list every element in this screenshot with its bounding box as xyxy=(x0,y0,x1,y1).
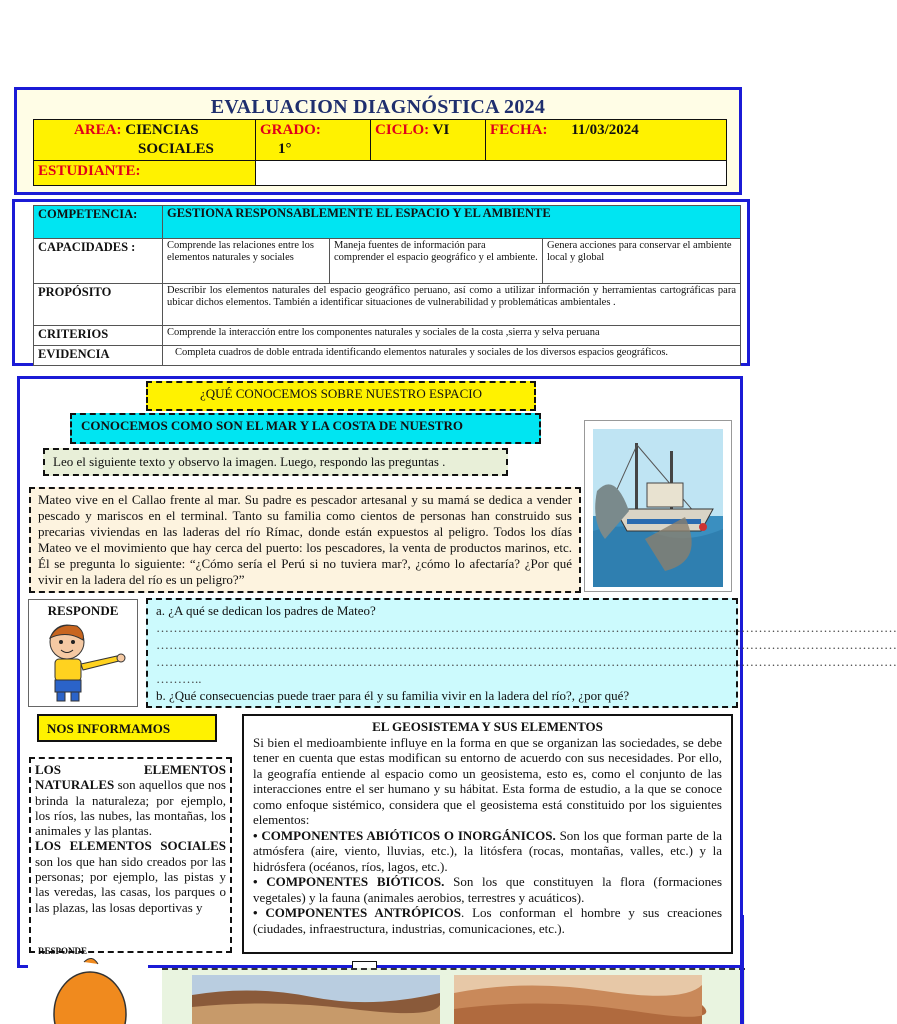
geosistema-intro: Si bien el medioambiente influye en la forma en que se organizan las sociedades, se debe tener en cuenta que estas modifican su entorno de acuerdo con sus necesidades. Por ello, la geografía entiende al espacio como un geosistema, esto es, como el conjunto de las interacciones entre el ser humano y su hábitat. Esta forma de estudio, a la que se conoce como enfoque sistémico, considera que el geosistema está constituido por los siguientes elementos: xyxy=(253,734,722,827)
geosistema-title: EL GEOSISTEMA Y SUS ELEMENTOS xyxy=(372,719,603,734)
capacidad-3: Genera acciones para conservar el ambiente local y global xyxy=(543,239,741,284)
fecha-cell xyxy=(486,120,727,161)
conocemos-heading-box xyxy=(70,413,541,444)
evidencia-label: EVIDENCIA xyxy=(34,346,163,366)
capacidad-1: Comprende las relaciones entre los elementos naturales y sociales xyxy=(163,239,330,284)
instruction-box xyxy=(43,448,508,476)
nos-informamos-label: NOS INFORMAMOS xyxy=(47,721,171,736)
sociales-paragraph xyxy=(35,838,226,914)
bioticos-text: Son los que constituyen la flora (formaciones vegetales) y la fauna (animales aerobios, terrestres y acuáticos). xyxy=(253,874,723,905)
estudiante-name-field[interactable] xyxy=(256,161,727,186)
criterios-value: Comprende la interacción entre los componentes naturales y sociales de la costa ,sierra y selva peruana xyxy=(163,326,741,346)
cut-responde-label: RESPONDE xyxy=(38,946,88,956)
evidencia-value: Completa cuadros de doble entrada identificando elementos naturales y sociales de los diversos espacios geográficos. xyxy=(163,346,741,366)
antropicos-paragraph xyxy=(253,905,722,936)
abioticos-paragraph xyxy=(253,828,722,875)
instruction-text: Leo el siguiente texto y observo la imagen. Luego, respondo las preguntas . xyxy=(53,454,446,469)
area-cell xyxy=(34,120,256,161)
ciclo-cell xyxy=(371,120,486,161)
grado-cell xyxy=(256,120,371,161)
abioticos-title: • COMPONENTES ABIÓTICOS O INORGÁNICOS. xyxy=(253,827,556,843)
area-value-1: CIENCIAS xyxy=(125,122,199,138)
geosistema-box xyxy=(242,714,733,954)
criterios-label: CRITERIOS xyxy=(34,326,163,346)
naturales-text: son aquellos que nos brinda la naturaleza; por ejemplo, los ríos, las nubes, las montañas, los animales y las plantas. xyxy=(35,777,226,839)
abioticos-text: Son los que forman parte de la atmósfera (aire, viento, lluvias, etc.), la litósfera (rocas, montañas, valles, etc.) y la hidrósfera (océanos, ríos, lagos, etc.). xyxy=(253,827,722,874)
ciclo-label: CICLO: xyxy=(375,122,430,138)
competencia-label: COMPETENCIA: xyxy=(34,206,163,239)
competencias-table xyxy=(33,205,741,366)
story-text: Mateo vive en el Callao frente al mar. Su padre es pescador artesanal y su mamá se dedica a vender pescado y mariscos en el terminal. Tanto su familia como cientos de personas han construido sus precarias viviendas en las laderas del río Rímac, donde están expuestos al peligro. Todos los días Mateo ve el movimiento que hay cerca del puerto: los pescadores, la venta de productos marinos, etc. Él se pregunta lo siguiente: “¿Cómo sería el Perú si no tuviera mar?, ¿cómo lo afectaría? ¿Por qué vivir en la ladera del río es un peligro?” xyxy=(38,492,572,587)
fecha-value: 11/03/2024 xyxy=(571,122,639,138)
ciclo-value: VI xyxy=(432,122,450,138)
answer-line[interactable]: ……………………………………………………………………………………………………………………………………………………… xyxy=(156,654,897,669)
area-label: AREA: xyxy=(74,122,122,138)
proposito-label: PROPÓSITO xyxy=(34,284,163,326)
sociales-title: LOS ELEMENTOS SOCIALES xyxy=(35,838,226,854)
answer-line[interactable]: ……………………………………………………………………………………………………………………………………………………… xyxy=(156,620,897,635)
area-value-2: SOCIALES xyxy=(138,141,214,157)
question-heading: ¿QUÉ CONOCEMOS SOBRE NUESTRO ESPACIO xyxy=(200,386,482,401)
conocemos-heading: CONOCEMOS COMO SON EL MAR Y LA COSTA DE NUESTRO xyxy=(81,418,463,433)
question-b: b. ¿Qué consecuencias puede traer para él y su familia vivir en la ladera del río?, ¿por qué? xyxy=(156,688,630,703)
answers-box xyxy=(146,598,897,708)
responde-box xyxy=(28,599,138,707)
naturales-title: LOS ELEMENTOS NATURALES xyxy=(35,762,226,793)
page-title: EVALUACION DIAGNÓSTICA 2024 xyxy=(210,96,546,118)
grado-value: 1° xyxy=(278,141,292,157)
nos-informamos-box xyxy=(37,714,217,742)
responde-label: RESPONDE xyxy=(47,603,119,618)
cartoon-character-illustration xyxy=(28,956,148,1024)
answer-line-short[interactable]: ……….. xyxy=(156,671,202,686)
story-box xyxy=(29,487,581,593)
bioticos-paragraph xyxy=(253,874,722,905)
bioticos-title: • COMPONENTES BIÓTICOS. xyxy=(253,874,445,889)
desert-landscape-photo xyxy=(454,975,702,1024)
question-heading-box xyxy=(146,381,536,411)
answer-line[interactable]: ……………………………………………………………………………………………………………………………………………………… xyxy=(156,637,897,652)
competencia-value: GESTIONA RESPONSABLEMENTE EL ESPACIO Y EL AMBIENTE xyxy=(163,206,741,239)
fecha-label: FECHA: xyxy=(490,122,548,138)
antropicos-text: . Los conforman el hombre y sus creaciones (ciudades, infraestructura, industrias, comunicaciones, etc.). xyxy=(253,905,722,936)
estudiante-label: ESTUDIANTE: xyxy=(38,163,141,179)
header-panel xyxy=(14,87,742,195)
student-info-table xyxy=(33,119,727,186)
desert-landscape-photo xyxy=(192,975,440,1024)
elementos-box xyxy=(29,757,232,953)
capacidad-2: Maneja fuentes de información para comprender el espacio geográfico y el ambiente. xyxy=(330,239,543,284)
fishing-boat-illustration xyxy=(584,420,732,592)
estudiante-label-cell xyxy=(34,161,256,186)
sociales-text: son los que han sido creados por las personas; por ejemplo, las pistas y las veredas, las casas, los parques o las plazas, las losas deportivas y xyxy=(35,853,226,915)
capacidades-label: CAPACIDADES : xyxy=(34,239,163,284)
question-a: a. ¿A qué se dedican los padres de Mateo? xyxy=(156,603,376,618)
antropicos-title: • COMPONENTES ANTRÓPICOS xyxy=(253,905,462,920)
panel-border-fragment xyxy=(740,915,744,1024)
grado-label: GRADO: xyxy=(260,122,321,138)
competencias-panel xyxy=(12,199,750,366)
pointing-boy-illustration xyxy=(37,622,133,704)
naturales-paragraph xyxy=(35,762,226,838)
proposito-value: Describir los elementos naturales del espacio geográfico peruano, así como a utilizar información y herramientas cartográficas para ubicar dichos elementos. También a identificar situaciones de vulnerabilidad y problemáticas ambientales . xyxy=(163,284,741,326)
